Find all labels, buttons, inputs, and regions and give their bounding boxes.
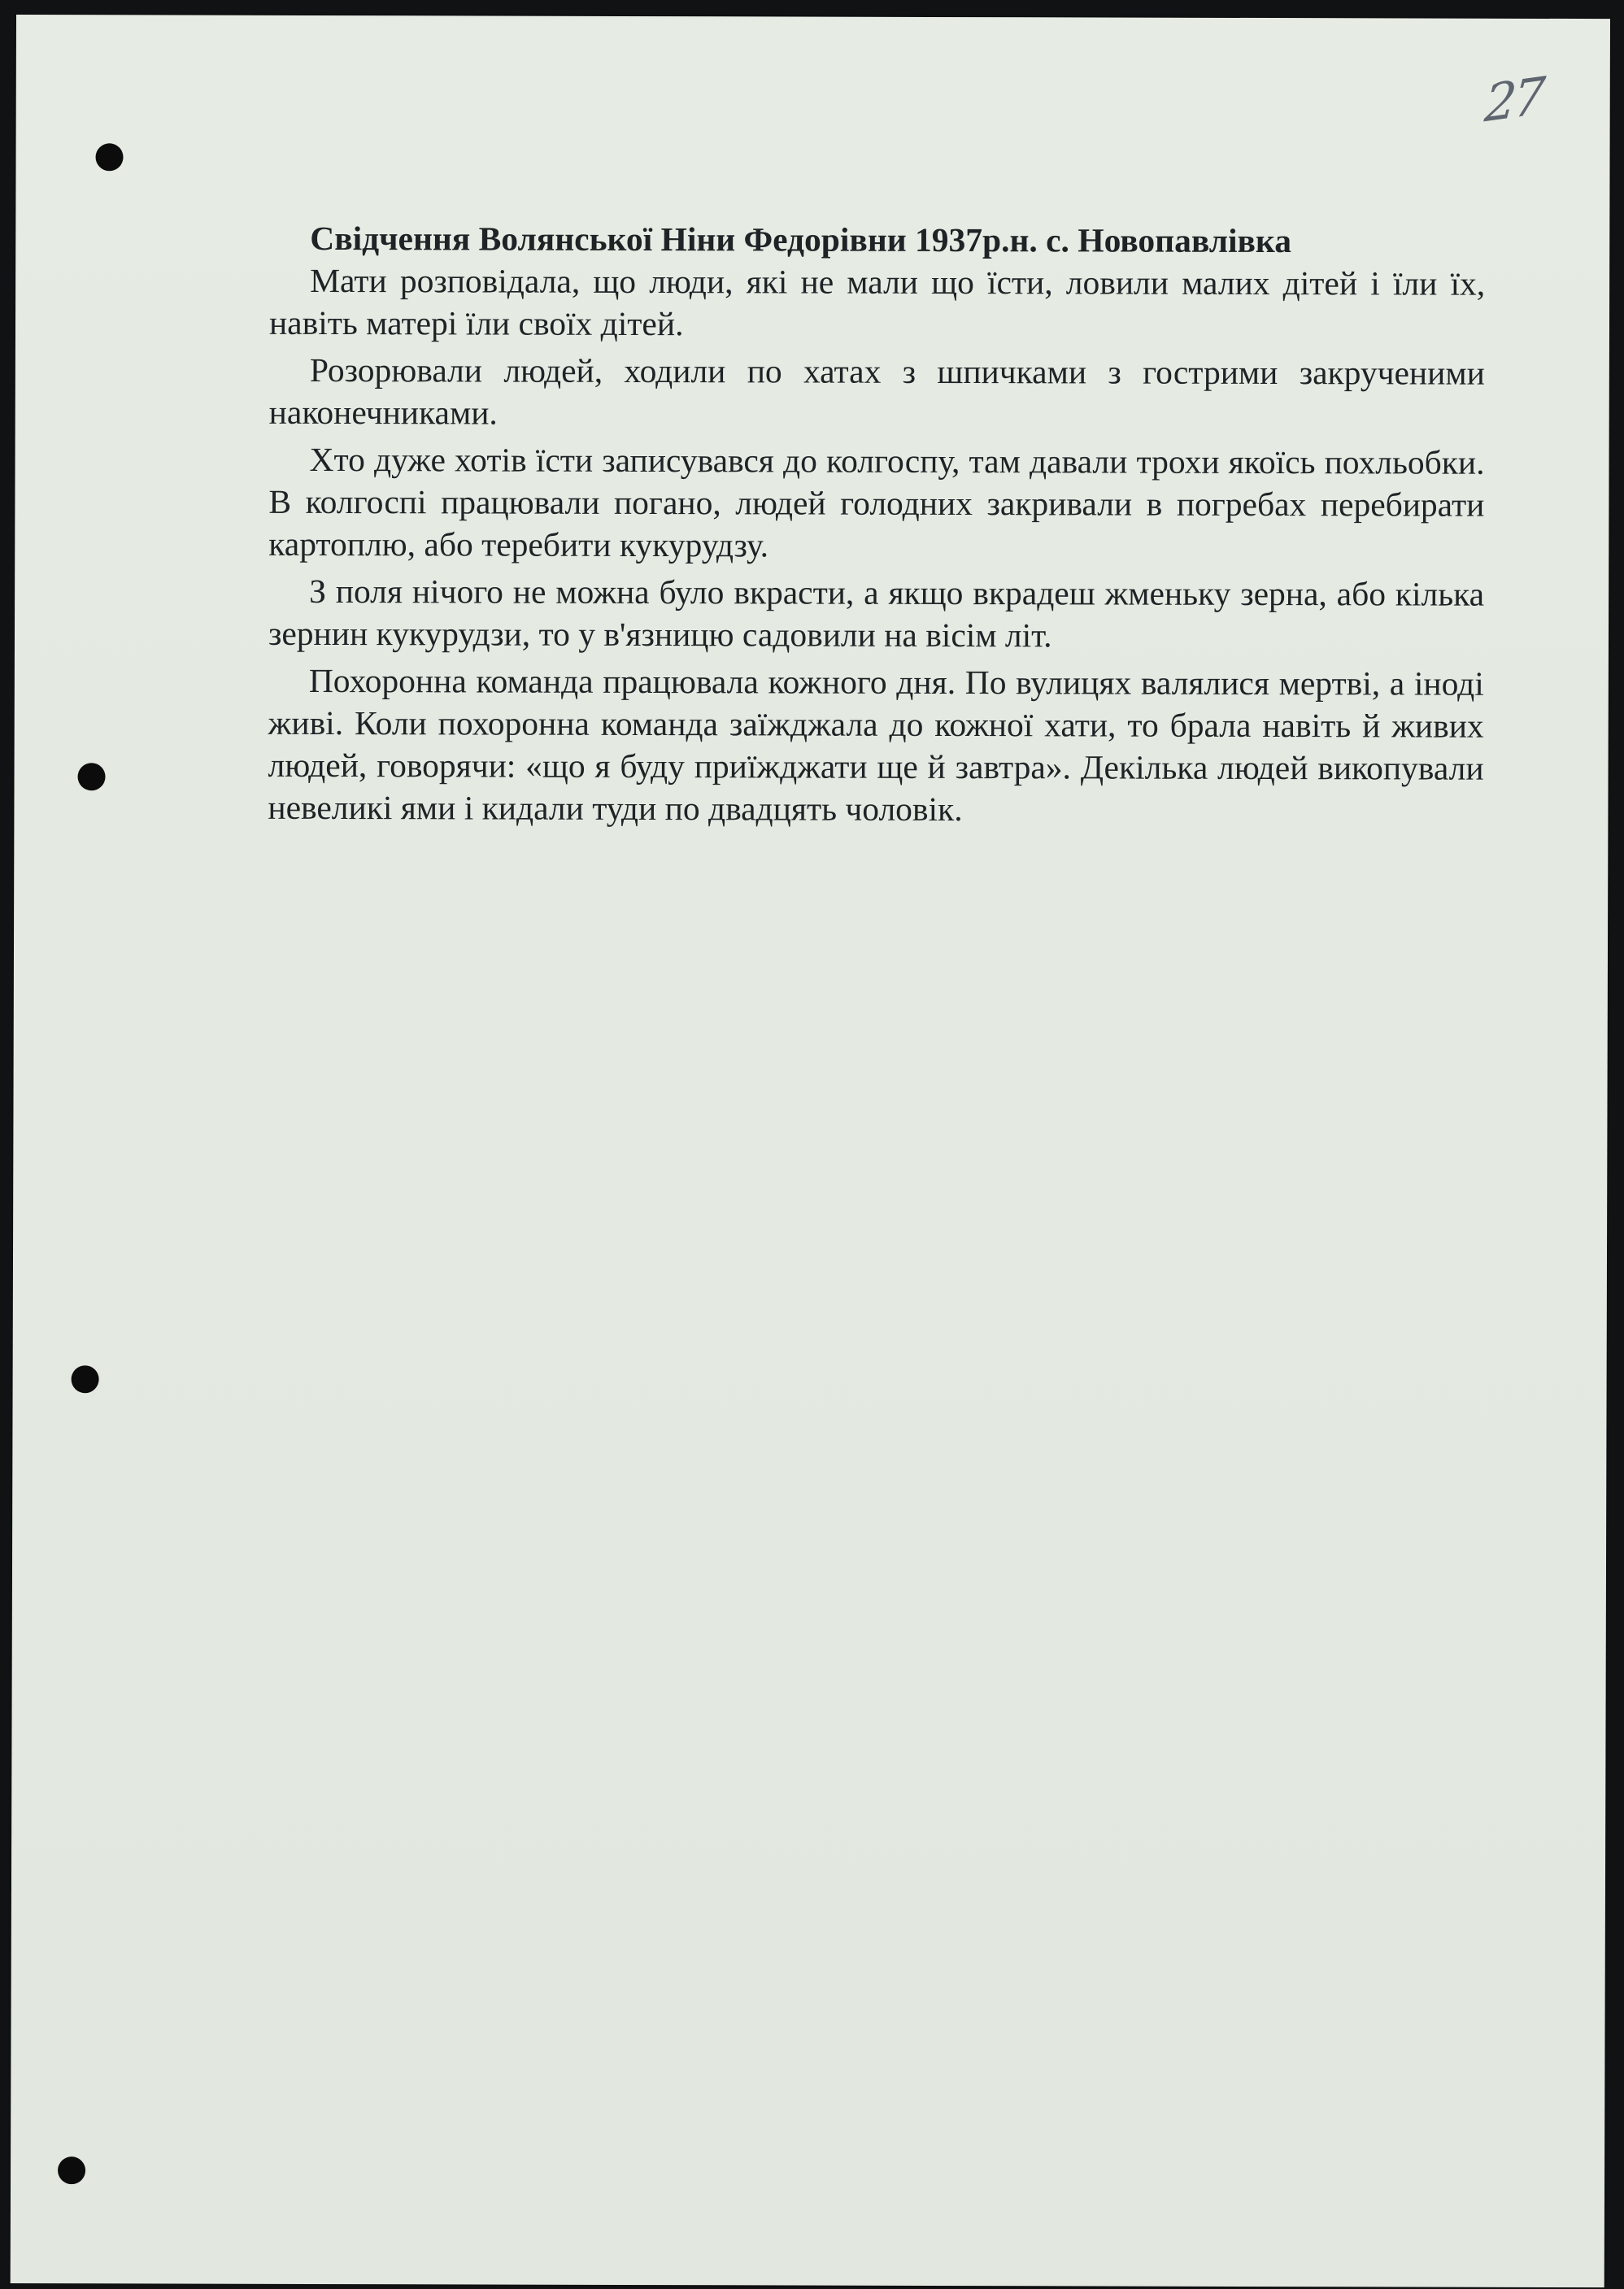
document-body (268, 217, 1485, 837)
punch-hole (58, 2156, 85, 2184)
paragraph: Похоронна команда працювала кожного дня. По вулицях валялися мертві, а іноді живі. Коли похоронна команда заїжджала до кожної хати, то брала навіть й живих людей, говорячи: «що я буду приїжджати ще й завтра». Декілька людей викопували невеликі ями і кидали туди по двадцять чоловік. (268, 661, 1484, 829)
paragraph: Мати розповідала, що люди, які не мали що їсти, ловили малих дітей і їли їх, навіть матері їли своїх дітей. (268, 261, 1486, 343)
paragraph: Хто дуже хотів їсти записувався до колгоспу, там давали трохи якоїсь похльобки. В колгоспі працювали погано, людей голодних закривали в погребах перебирати картоплю, або теребити кукурудзу. (268, 440, 1485, 564)
document-title: Свідчення Волянської Ніни Федорівни 1937р.н. с. Новопавлівка (310, 219, 1292, 260)
punch-hole (78, 763, 106, 790)
handwritten-page-number: 27 (1482, 65, 1544, 134)
document-page (11, 15, 1610, 2287)
punch-hole (72, 1365, 99, 1393)
paragraph: З поля нічого не можна було вкрасти, а якщо вкрадеш жменьку зерна, або кілька зернин кукурудзи, то у в'язницю садовили на вісім літ. (268, 572, 1485, 655)
punch-hole (95, 143, 123, 171)
paragraph: Розорювали людей, ходили по хатах з шпичками з гострими закрученими наконечниками. (268, 350, 1485, 432)
